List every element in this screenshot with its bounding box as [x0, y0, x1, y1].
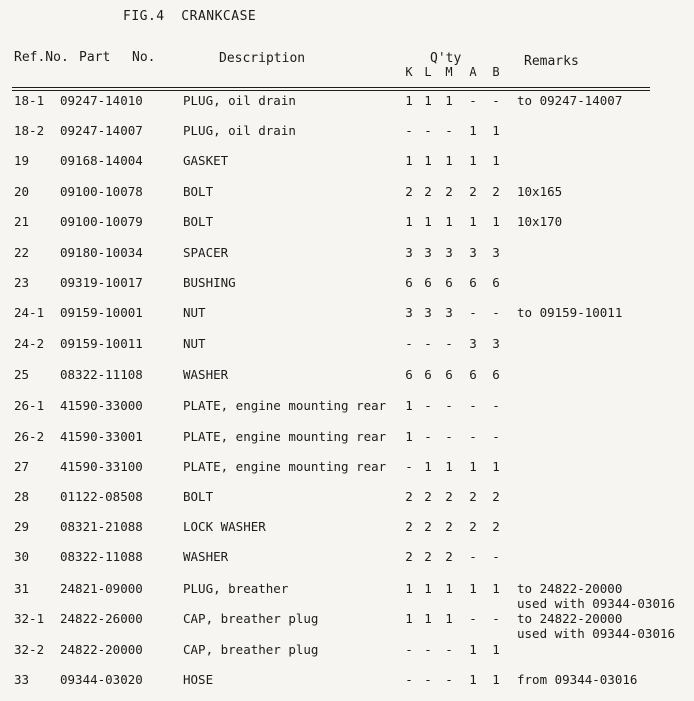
qty-a: 2 — [469, 519, 477, 534]
qty-m: - — [445, 642, 453, 657]
qty-m: - — [445, 123, 453, 138]
qty-col-k: K — [405, 65, 413, 79]
qty-l: - — [424, 123, 432, 138]
ref-no: 18-1 — [14, 93, 45, 108]
table-row — [0, 459, 694, 481]
qty-b: 6 — [492, 367, 500, 382]
ref-no: 25 — [14, 367, 30, 382]
qty-b: 2 — [492, 519, 500, 534]
description: PLATE, engine mounting rear — [183, 398, 387, 413]
part-no: 24822-26000 — [60, 611, 143, 626]
qty-m: 1 — [445, 93, 453, 108]
qty-l: 1 — [424, 153, 432, 168]
qty-m: 3 — [445, 305, 453, 320]
qty-a: 2 — [469, 184, 477, 199]
ref-no: 21 — [14, 214, 30, 229]
ref-no: 33 — [14, 672, 30, 687]
qty-m: - — [445, 429, 453, 444]
qty-m: 1 — [445, 611, 453, 626]
qty-k: 3 — [405, 245, 413, 260]
qty-l: 6 — [424, 367, 432, 382]
qty-a: - — [469, 398, 477, 413]
description: SPACER — [183, 245, 229, 260]
part-no: 41590-33000 — [60, 398, 143, 413]
qty-m: - — [445, 336, 453, 351]
qty-l: 1 — [424, 611, 432, 626]
remarks: from 09344-03016 — [517, 672, 638, 687]
remarks: 10x170 — [517, 214, 563, 229]
qty-a: 3 — [469, 336, 477, 351]
part-no: 08321-21088 — [60, 519, 143, 534]
part-no: 24822-20000 — [60, 642, 143, 657]
ref-no: 31 — [14, 581, 30, 596]
qty-a: 2 — [469, 489, 477, 504]
table-row — [0, 672, 694, 694]
part-no: 41590-33001 — [60, 429, 143, 444]
description: PLATE, engine mounting rear — [183, 459, 387, 474]
qty-a: 1 — [469, 153, 477, 168]
description: PLUG, breather — [183, 581, 289, 596]
qty-b: - — [492, 429, 500, 444]
remarks: to 09159-10011 — [517, 305, 623, 320]
qty-b: 1 — [492, 672, 500, 687]
description: CAP, breather plug — [183, 642, 319, 657]
qty-l: 2 — [424, 519, 432, 534]
description: NUT — [183, 336, 206, 351]
qty-m: - — [445, 672, 453, 687]
qty-k: 1 — [405, 214, 413, 229]
qty-l: 1 — [424, 93, 432, 108]
ref-no: 29 — [14, 519, 30, 534]
qty-l: 2 — [424, 549, 432, 564]
qty-k: 1 — [405, 153, 413, 168]
qty-a: 3 — [469, 245, 477, 260]
qty-k: 2 — [405, 184, 413, 199]
qty-a: 6 — [469, 367, 477, 382]
qty-col-a: A — [469, 65, 477, 79]
qty-a: - — [469, 549, 477, 564]
table-row — [0, 275, 694, 297]
table-row — [0, 245, 694, 267]
qty-b: 3 — [492, 245, 500, 260]
remarks: to 24822-20000 — [517, 611, 623, 626]
part-no: 09247-14007 — [60, 123, 143, 138]
qty-m: 1 — [445, 581, 453, 596]
qty-m: 3 — [445, 245, 453, 260]
ref-no: 22 — [14, 245, 30, 260]
table-row — [0, 305, 694, 327]
table-row — [0, 153, 694, 175]
table-row — [0, 367, 694, 389]
qty-col-l: L — [424, 65, 432, 79]
description: PLUG, oil drain — [183, 93, 296, 108]
header-no: No. — [132, 50, 156, 65]
qty-a: 1 — [469, 459, 477, 474]
part-no: 09180-10034 — [60, 245, 143, 260]
description: PLATE, engine mounting rear — [183, 429, 387, 444]
qty-k: 1 — [405, 581, 413, 596]
qty-col-b: B — [492, 65, 500, 79]
ref-no: 26-1 — [14, 398, 45, 413]
qty-m: 6 — [445, 275, 453, 290]
remarks: to 09247-14007 — [517, 93, 623, 108]
qty-k: 6 — [405, 275, 413, 290]
remarks-continued: used with 09344-03016 — [517, 626, 676, 641]
qty-col-m: M — [445, 65, 453, 79]
part-no: 09168-14004 — [60, 153, 143, 168]
qty-l: 1 — [424, 581, 432, 596]
ref-no: 30 — [14, 549, 30, 564]
figure-title: FIG.4 CRANKCASE — [123, 9, 257, 24]
ref-no: 24-1 — [14, 305, 45, 320]
qty-k: - — [405, 123, 413, 138]
qty-k: 2 — [405, 489, 413, 504]
qty-l: - — [424, 642, 432, 657]
qty-l: 2 — [424, 489, 432, 504]
qty-b: 1 — [492, 153, 500, 168]
qty-a: - — [469, 93, 477, 108]
qty-k: - — [405, 672, 413, 687]
ref-no: 27 — [14, 459, 30, 474]
qty-b: 1 — [492, 581, 500, 596]
qty-k: 2 — [405, 519, 413, 534]
qty-k: 1 — [405, 398, 413, 413]
qty-k: - — [405, 336, 413, 351]
qty-a: 6 — [469, 275, 477, 290]
part-no: 09247-14010 — [60, 93, 143, 108]
qty-b: - — [492, 305, 500, 320]
description: BOLT — [183, 489, 214, 504]
qty-l: 2 — [424, 184, 432, 199]
ref-no: 28 — [14, 489, 30, 504]
qty-m: - — [445, 398, 453, 413]
qty-b: - — [492, 398, 500, 413]
qty-b: - — [492, 611, 500, 626]
part-no: 24821-09000 — [60, 581, 143, 596]
table-row — [0, 429, 694, 451]
description: NUT — [183, 305, 206, 320]
description: CAP, breather plug — [183, 611, 319, 626]
qty-b: 2 — [492, 489, 500, 504]
description: BOLT — [183, 214, 214, 229]
part-no: 09319-10017 — [60, 275, 143, 290]
description: WASHER — [183, 549, 229, 564]
qty-l: 3 — [424, 245, 432, 260]
description: HOSE — [183, 672, 214, 687]
qty-b: - — [492, 549, 500, 564]
qty-b: 1 — [492, 123, 500, 138]
table-row — [0, 489, 694, 511]
qty-l: - — [424, 672, 432, 687]
qty-k: 1 — [405, 93, 413, 108]
description: WASHER — [183, 367, 229, 382]
header-description: Description — [219, 51, 306, 66]
description: LOCK WASHER — [183, 519, 266, 534]
ref-no: 19 — [14, 153, 30, 168]
table-row — [0, 519, 694, 541]
qty-m: 1 — [445, 153, 453, 168]
qty-l: 1 — [424, 214, 432, 229]
ref-no: 23 — [14, 275, 30, 290]
qty-m: 1 — [445, 459, 453, 474]
qty-m: 2 — [445, 549, 453, 564]
remarks: 10x165 — [517, 184, 563, 199]
qty-a: 1 — [469, 672, 477, 687]
part-no: 08322-11108 — [60, 367, 143, 382]
description: BOLT — [183, 184, 214, 199]
table-row — [0, 642, 694, 664]
qty-a: - — [469, 611, 477, 626]
qty-k: 6 — [405, 367, 413, 382]
qty-l: - — [424, 398, 432, 413]
qty-a: - — [469, 429, 477, 444]
qty-l: 1 — [424, 459, 432, 474]
qty-b: 1 — [492, 459, 500, 474]
part-no: 09159-10001 — [60, 305, 143, 320]
qty-b: 1 — [492, 642, 500, 657]
part-no: 41590-33100 — [60, 459, 143, 474]
ref-no: 32-1 — [14, 611, 45, 626]
part-no: 09100-10079 — [60, 214, 143, 229]
qty-a: 1 — [469, 642, 477, 657]
part-no: 09344-03020 — [60, 672, 143, 687]
qty-l: - — [424, 429, 432, 444]
qty-a: - — [469, 305, 477, 320]
ref-no: 32-2 — [14, 642, 45, 657]
remarks-continued: used with 09344-03016 — [517, 596, 676, 611]
qty-b: 6 — [492, 275, 500, 290]
qty-m: 2 — [445, 519, 453, 534]
table-row — [0, 336, 694, 358]
qty-a: 1 — [469, 581, 477, 596]
qty-m: 2 — [445, 184, 453, 199]
remarks: to 24822-20000 — [517, 581, 623, 596]
description: BUSHING — [183, 275, 236, 290]
qty-k: 3 — [405, 305, 413, 320]
ref-no: 20 — [14, 184, 30, 199]
qty-k: - — [405, 642, 413, 657]
ref-no: 18-2 — [14, 123, 45, 138]
qty-b: 3 — [492, 336, 500, 351]
table-row — [0, 549, 694, 571]
header-part: Part — [79, 50, 111, 65]
ref-no: 26-2 — [14, 429, 45, 444]
table-row — [0, 214, 694, 236]
header-rule — [12, 87, 650, 88]
part-no: 01122-08508 — [60, 489, 143, 504]
qty-l: 3 — [424, 305, 432, 320]
qty-a: 1 — [469, 214, 477, 229]
qty-k: 1 — [405, 611, 413, 626]
qty-m: 1 — [445, 214, 453, 229]
header-qty: Q'ty — [430, 51, 462, 66]
description: GASKET — [183, 153, 229, 168]
table-row — [0, 123, 694, 145]
qty-k: 1 — [405, 429, 413, 444]
qty-l: - — [424, 336, 432, 351]
header-ref-no: Ref.No. — [14, 50, 69, 65]
qty-m: 6 — [445, 367, 453, 382]
part-no: 09100-10078 — [60, 184, 143, 199]
qty-a: 1 — [469, 123, 477, 138]
qty-b: 2 — [492, 184, 500, 199]
qty-l: 6 — [424, 275, 432, 290]
qty-k: - — [405, 459, 413, 474]
header-remarks: Remarks — [524, 54, 579, 69]
part-no: 09159-10011 — [60, 336, 143, 351]
table-row — [0, 184, 694, 206]
qty-b: 1 — [492, 214, 500, 229]
table-row — [0, 398, 694, 420]
ref-no: 24-2 — [14, 336, 45, 351]
description: PLUG, oil drain — [183, 123, 296, 138]
qty-k: 2 — [405, 549, 413, 564]
qty-b: - — [492, 93, 500, 108]
header-rule-double — [12, 90, 650, 91]
qty-m: 2 — [445, 489, 453, 504]
part-no: 08322-11088 — [60, 549, 143, 564]
table-row — [0, 93, 694, 115]
